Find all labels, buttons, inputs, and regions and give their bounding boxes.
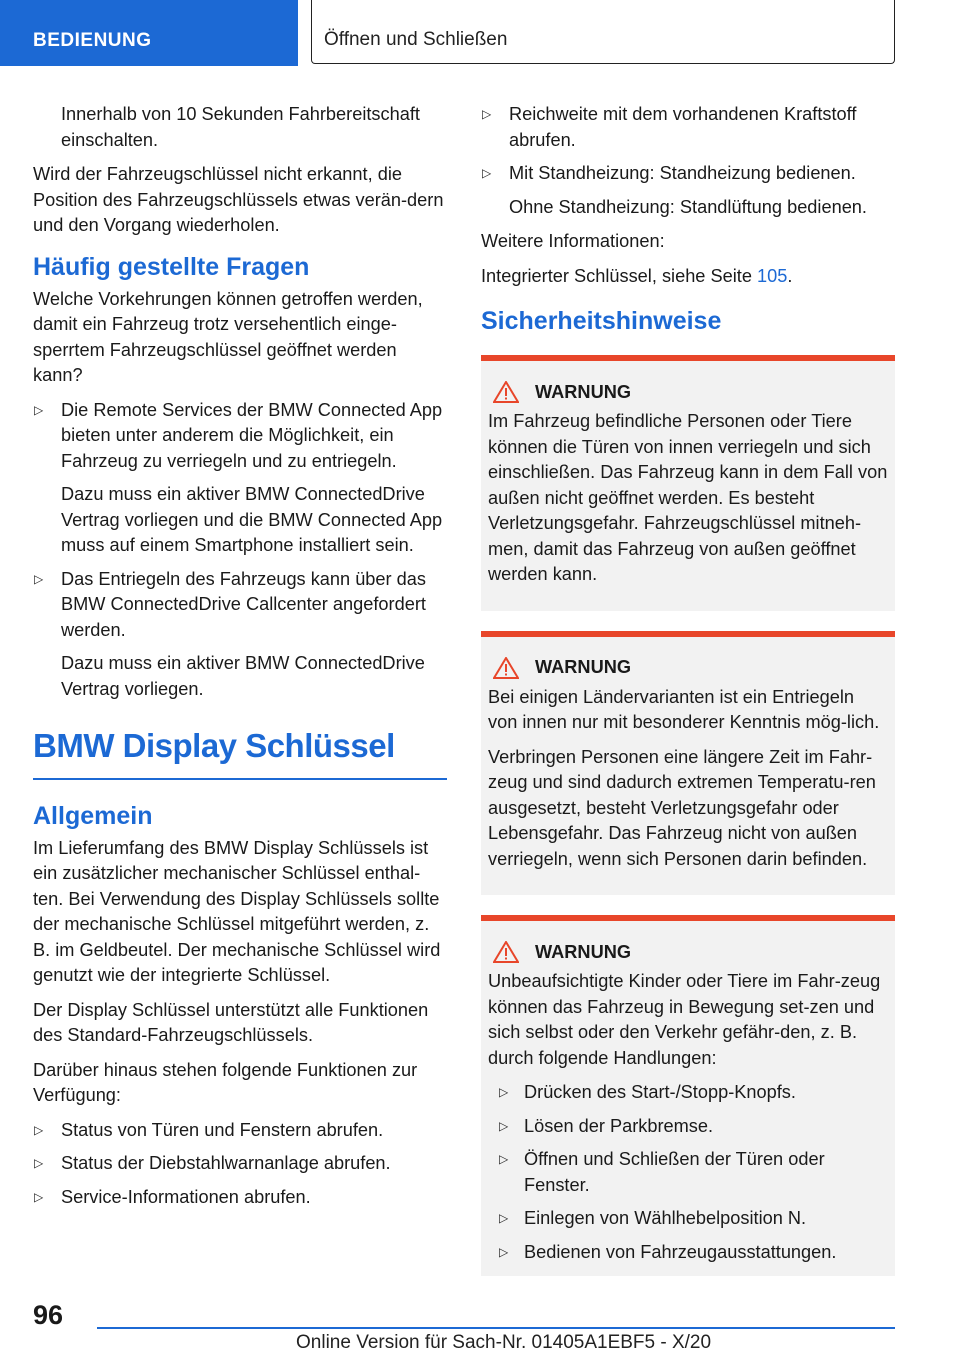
paragraph: Darüber hinaus stehen folgende Funktionen zur Verfügung:	[33, 1059, 418, 1105]
triangle-bullet-icon: ▷	[34, 402, 44, 417]
list-item-text: Reichweite mit dem vorhandenen Kraftstoff abrufen.	[509, 104, 857, 150]
page-link[interactable]: 105	[756, 265, 788, 286]
triangle-bullet-icon: ▷	[482, 107, 492, 121]
warning-label: WARNUNG	[535, 941, 631, 962]
list-item-text: Die Remote Services der BMW Connected App bieten unter anderem die Möglichkeit, ein Fahrzeug zu verriegeln und zu entriegeln.	[61, 399, 443, 471]
chapter-title: Öffnen und Schließen	[324, 29, 508, 50]
triangle-bullet-icon: ▷	[34, 1156, 44, 1170]
warning-title	[488, 381, 888, 403]
faq-heading: Häufig gestellte Fragen	[33, 252, 310, 281]
warning-triangle-icon	[493, 381, 519, 403]
section-title: BEDIENUNG	[33, 30, 152, 51]
triangle-bullet-icon: ▷	[499, 1244, 509, 1259]
page-header	[0, 0, 960, 66]
list-item-text: Mit Standheizung: Standheizung bedienen.	[509, 163, 856, 183]
list-item-text: Status von Türen und Fenstern abrufen.	[61, 1119, 384, 1140]
list-item-text: Öffnen und Schließen der Türen oder Fenster.	[524, 1149, 825, 1195]
list-item	[33, 1151, 447, 1177]
list-item	[33, 1118, 447, 1144]
list-item-text: Bedienen von Fahrzeugausstattungen.	[524, 1241, 837, 1262]
faq-question: Welche Vorkehrungen können getroffen werden, damit ein Fahrzeug trotz versehentlich einge-sperrtem Fahrzeugschlüssel geöffnet werden kann?	[33, 288, 423, 385]
section-tab[interactable]	[0, 0, 298, 66]
list-item-note: Dazu muss ein aktiver BMW ConnectedDrive Vertrag vorliegen und die BMW Connected App muss auf einem Smartphone installiert sein.	[61, 484, 443, 555]
triangle-bullet-icon: ▷	[499, 1152, 509, 1166]
triangle-bullet-icon: ▷	[499, 1211, 509, 1225]
list-item	[33, 398, 447, 559]
triangle-bullet-icon: ▷	[34, 1189, 44, 1204]
list-item	[488, 1240, 888, 1266]
warning-box	[481, 631, 895, 896]
warning-triangle-icon	[493, 657, 519, 679]
paragraph: Wird der Fahrzeugschlüssel nicht erkannt, die Position des Fahrzeugschlüssels etwas verän-dern und den Vorgang wiederholen.	[33, 164, 444, 235]
warning-text: Bei einigen Ländervarianten ist ein Entriegeln von innen nur mit besonderer Kenntnis mög-lich.	[488, 686, 880, 732]
triangle-bullet-icon: ▷	[34, 571, 44, 586]
warning-label: WARNUNG	[535, 381, 631, 402]
paragraph: Der Display Schlüssel unterstützt alle Funktionen des Standard-Fahrzeugschlüssels.	[33, 999, 429, 1045]
function-list	[33, 1118, 447, 1211]
list-item	[488, 1114, 888, 1140]
list-item-text: Service-Informationen abrufen.	[61, 1186, 311, 1207]
list-item-text: Status der Diebstahlwarnanlage abrufen.	[61, 1153, 391, 1173]
warning-box	[481, 915, 895, 1276]
warning-box	[481, 355, 895, 611]
list-item-text: Lösen der Parkbremse.	[524, 1115, 714, 1136]
triangle-bullet-icon: ▷	[34, 1122, 44, 1137]
warning-triangle-icon	[493, 941, 519, 963]
safety-heading: Sicherheitshinweise	[481, 307, 722, 335]
paragraph: Innerhalb von 10 Sekunden Fahrbereitschaft einschalten.	[61, 104, 420, 150]
cross-reference	[481, 264, 895, 290]
paragraph: Im Lieferumfang des BMW Display Schlüssels ist ein zusätzlicher mechanischer Schlüssel enthal-ten. Bei Verwendung des Display Schlüssels sollte der mechanische Schlüssel mitgeführt werden, z. B. im Geldbeutel. Der mechanische Schlüssel wird genutzt wie der integrierte Schlüssel.	[33, 837, 441, 985]
footer-divider	[97, 1327, 895, 1329]
warning-text: Verbringen Personen eine längere Zeit im Fahr-zeug und sind dadurch extremen Temperatu-ren ausgesetzt, besteht Verletzungsgefahr oder Lebensgefahr. Das Fahrzeug nicht von außen verriegeln, wenn sich Personen darin befinden.	[488, 746, 876, 869]
list-item	[33, 1185, 447, 1211]
function-list	[481, 102, 895, 220]
faq-list	[33, 398, 447, 703]
warning-list	[488, 1080, 888, 1265]
right-column	[481, 102, 895, 1276]
list-item	[481, 161, 895, 220]
list-item-text: Einlegen von Wählhebelposition N.	[524, 1208, 807, 1228]
warning-title	[488, 941, 888, 963]
section-heading: BMW Display Schlüssel	[33, 727, 395, 764]
heading-divider	[33, 778, 447, 780]
warning-title	[488, 657, 888, 679]
warning-label: WARNUNG	[535, 657, 631, 677]
list-item-note: Ohne Standheizung: Standlüftung bedienen.	[509, 196, 867, 217]
warning-text: Im Fahrzeug befindliche Personen oder Tiere können die Türen von innen verriegeln und sich einschließen. Das Fahrzeug kann in dem Fall von außen nicht geöffnet werden. Es besteht Verletzungsgefahr. Fahrzeugschlüssel mitneh-men, damit das Fahrzeug von außen geöffnet werden kann.	[488, 411, 888, 584]
list-item-note: Dazu muss ein aktiver BMW ConnectedDrive Vertrag vorliegen.	[61, 653, 425, 699]
reference-end: .	[787, 265, 793, 286]
chapter-tab[interactable]	[311, 0, 895, 64]
left-column	[33, 102, 447, 1219]
list-item	[488, 1080, 888, 1106]
triangle-bullet-icon: ▷	[482, 166, 492, 180]
reference-text: Integrierter Schlüssel, siehe Seite	[481, 265, 757, 286]
list-item-text: Drücken des Start-/Stopp-Knopfs.	[524, 1082, 796, 1102]
list-item	[488, 1147, 888, 1198]
paragraph: Weitere Informationen:	[481, 231, 665, 251]
list-item	[33, 567, 447, 703]
list-item	[481, 102, 895, 153]
footer-version: Online Version für Sach-Nr. 01405A1EBF5 - X/20	[296, 1332, 712, 1353]
list-item	[488, 1206, 888, 1232]
triangle-bullet-icon: ▷	[499, 1085, 509, 1099]
warning-text: Unbeaufsichtigte Kinder oder Tiere im Fahr-zeug können das Fahrzeug in Bewegung set-zen und sich selbst oder den Verkehr gefähr-den, z. B. durch folgende Handlungen:	[488, 971, 881, 1068]
page-number: 96	[33, 1300, 64, 1330]
subsection-heading: Allgemein	[33, 801, 153, 830]
triangle-bullet-icon: ▷	[499, 1118, 509, 1133]
list-item-text: Das Entriegeln des Fahrzeugs kann über das BMW ConnectedDrive Callcenter angefordert werden.	[61, 568, 426, 640]
